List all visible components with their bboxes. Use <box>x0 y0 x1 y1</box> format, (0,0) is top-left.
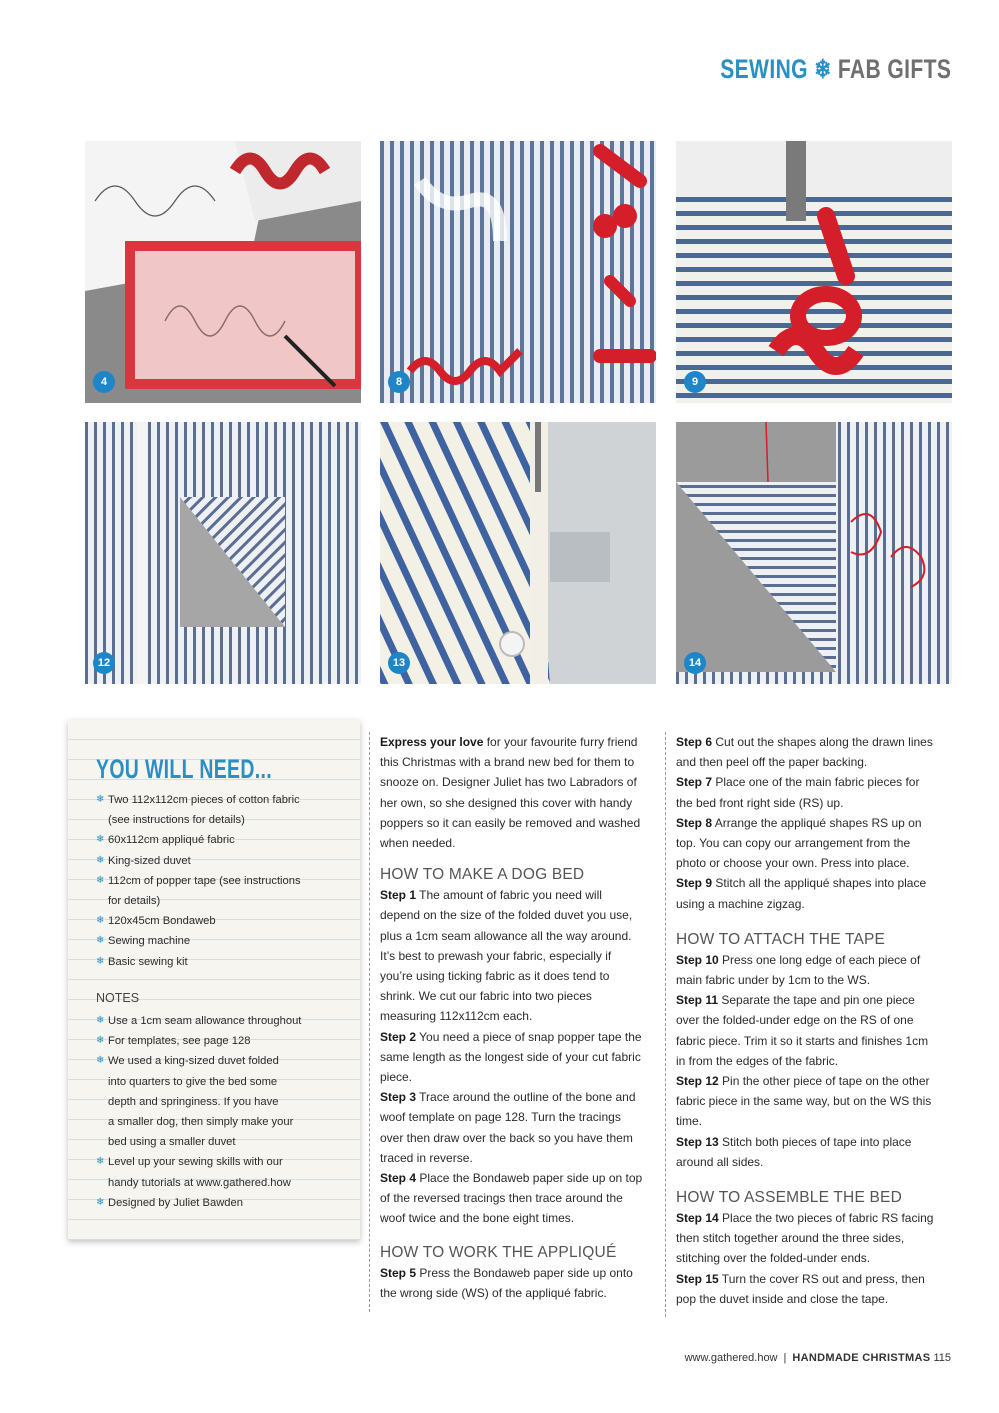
section-label: SEWING <box>719 54 808 84</box>
step-9: Step 9 Stitch all the appliqué shapes into place using a machine zigzag. <box>676 876 927 911</box>
step-4: Step 4 Place the Bondaweb paper side up on top of the reversed tracings then trace around the woof twice and the bone eight times. <box>380 1171 643 1226</box>
list-item: ❄ We used a king-sized duvet folded <box>96 1051 352 1071</box>
step-6: Step 6 Cut out the shapes along the drawn lines and then peel off the paper backing. <box>676 735 933 770</box>
snowflake-icon: ❄ <box>96 794 105 805</box>
snowflake-icon: ❄ <box>96 935 105 947</box>
snowflake-icon: ❄ <box>96 854 105 866</box>
step-7: Step 7 Place one of the main fabric pieces for the bed front right side (RS) up. <box>676 775 920 810</box>
step-14: Step 14 Place the two pieces of fabric RS facing then stitch together around the three sides, stitching over the folded-under ends. <box>676 1211 934 1266</box>
intro-paragraph: Express your love for your favourite furry friend this Christmas with a brand new bed for them to snooze on. Designer Juliet has two Labradors of her own, so she designed this cover with handy poppers so it can easily be removed and washed when needed. <box>380 735 641 851</box>
list-item: ❄ Use a 1cm seam allowance throughout <box>96 1011 352 1031</box>
list-item: bed using a smaller duvet <box>108 1136 236 1149</box>
publication-title: HANDMADE CHRISTMAS <box>792 1352 931 1364</box>
materials-list <box>96 790 352 972</box>
list-item: ❄ Designed by Juliet Bawden <box>96 1193 352 1213</box>
notes-list <box>96 1011 352 1213</box>
step-8: Step 8 Arrange the appliqué shapes RS up on top. You can copy our arrangement from the photo or choose your own. Press into place. <box>676 815 922 871</box>
footer-url: www.gathered.how <box>684 1352 778 1364</box>
section-header <box>720 54 951 85</box>
page-number: 115 <box>933 1352 951 1364</box>
notes-title: NOTES <box>96 991 140 1005</box>
step-badge: 8 <box>388 371 410 393</box>
list-item: ❄ 112cm of popper tape (see instructions <box>96 871 352 891</box>
step-13: Step 13 Stitch both pieces of tape into place around all sides. <box>676 1134 912 1169</box>
snowflake-icon: ❄ <box>96 874 105 886</box>
list-item: ❄ King-sized duvet <box>96 851 352 871</box>
snowflake-icon: ❄ <box>813 54 832 84</box>
page-footer <box>685 1352 951 1364</box>
step-badge: 12 <box>93 652 115 674</box>
list-item: ❄ 120x45cm Bondaweb <box>96 911 352 931</box>
step-10: Step 10 Press one long edge of each piece of main fabric under by 1cm to the WS. <box>676 952 921 988</box>
category-label: FAB GIFTS <box>837 54 951 84</box>
instructions-column-2 <box>665 732 939 1317</box>
section-heading-assemble: HOW TO ASSEMBLE THE BED <box>676 1189 902 1207</box>
snowflake-icon: ❄ <box>96 1035 105 1047</box>
step-11: Step 11 Separate the tape and pin one piece over the folded-under edge on the RS of one fabric piece. Trim it so it starts and finishes 1cm in from the edges of the fabric. <box>676 993 929 1068</box>
list-item: ❄ 60x112cm appliqué fabric <box>96 830 352 850</box>
step-photo-14 <box>676 422 952 684</box>
list-item: ❄ Level up your sewing skills with our <box>96 1152 352 1172</box>
step-badge: 9 <box>684 371 706 393</box>
step-photo-9 <box>676 141 952 403</box>
step-2: Step 2 You need a piece of snap popper tape the same length as the longest side of your cut fabric piece. <box>380 1029 642 1085</box>
step-photo-12 <box>85 422 361 684</box>
step-15: Step 15 Turn the cover RS out and press, then pop the duvet inside and close the tape. <box>676 1271 925 1306</box>
snowflake-icon: ❄ <box>96 1055 105 1067</box>
footer-separator: | <box>783 1352 787 1364</box>
step-photo-13 <box>380 422 656 684</box>
list-item: (see instructions for details) <box>108 814 245 827</box>
step-5: Step 5 Press the Bondaweb paper side up onto the wrong side (WS) of the appliqué fabric. <box>380 1265 633 1300</box>
step-badge: 13 <box>388 652 410 674</box>
list-item: ❄ For templates, see page 128 <box>96 1031 352 1051</box>
list-item: ❄ Basic sewing kit <box>96 952 352 972</box>
step-3: Step 3 Trace around the outline of the bone and woof template on page 128. Turn the tracings over then draw over the back so you have them traced in reverse. <box>380 1090 636 1165</box>
list-item: a smaller dog, then simply make your <box>108 1116 294 1129</box>
list-item: ❄ Two 112x112cm pieces of cotton fabric <box>96 790 352 810</box>
snowflake-icon: ❄ <box>96 955 105 967</box>
list-item: ❄ Sewing machine <box>96 931 352 951</box>
step-photo-4 <box>85 141 361 403</box>
snowflake-icon: ❄ <box>96 834 105 846</box>
step-12: Step 12 Pin the other piece of tape on the other fabric piece in the same way, but on the WS this time. <box>676 1074 932 1129</box>
step-badge: 14 <box>684 652 706 674</box>
step-photo-8 <box>380 141 656 403</box>
snowflake-icon: ❄ <box>96 1196 105 1208</box>
list-item: into quarters to give the bed some <box>108 1075 278 1088</box>
snowflake-icon: ❄ <box>96 1015 105 1026</box>
section-heading-applique: HOW TO WORK THE APPLIQUÉ <box>380 1243 617 1261</box>
step-badge: 4 <box>93 371 115 393</box>
you-will-need-title: YOU WILL NEED... <box>96 754 273 784</box>
snowflake-icon: ❄ <box>96 1156 105 1168</box>
list-item: for details) <box>108 895 161 908</box>
list-item: handy tutorials at www.gathered.how <box>108 1176 291 1189</box>
you-will-need-box <box>68 720 360 1240</box>
instructions-column-1 <box>369 732 643 1312</box>
list-item: depth and springiness. If you have <box>108 1095 279 1108</box>
section-heading-tape: HOW TO ATTACH THE TAPE <box>676 930 886 948</box>
step-1: Step 1 The amount of fabric you need will depend on the size of the folded duvet you use, plus a 1cm seam allowance all the way around. It’s best to prewash your fabric, especially if you’re using ticking fabric as it does tend to shrink. We cut our fabric into two pieces measuring 112x112cm each. <box>380 888 633 1024</box>
snowflake-icon: ❄ <box>96 915 105 927</box>
section-heading-make: HOW TO MAKE A DOG BED <box>380 866 585 884</box>
